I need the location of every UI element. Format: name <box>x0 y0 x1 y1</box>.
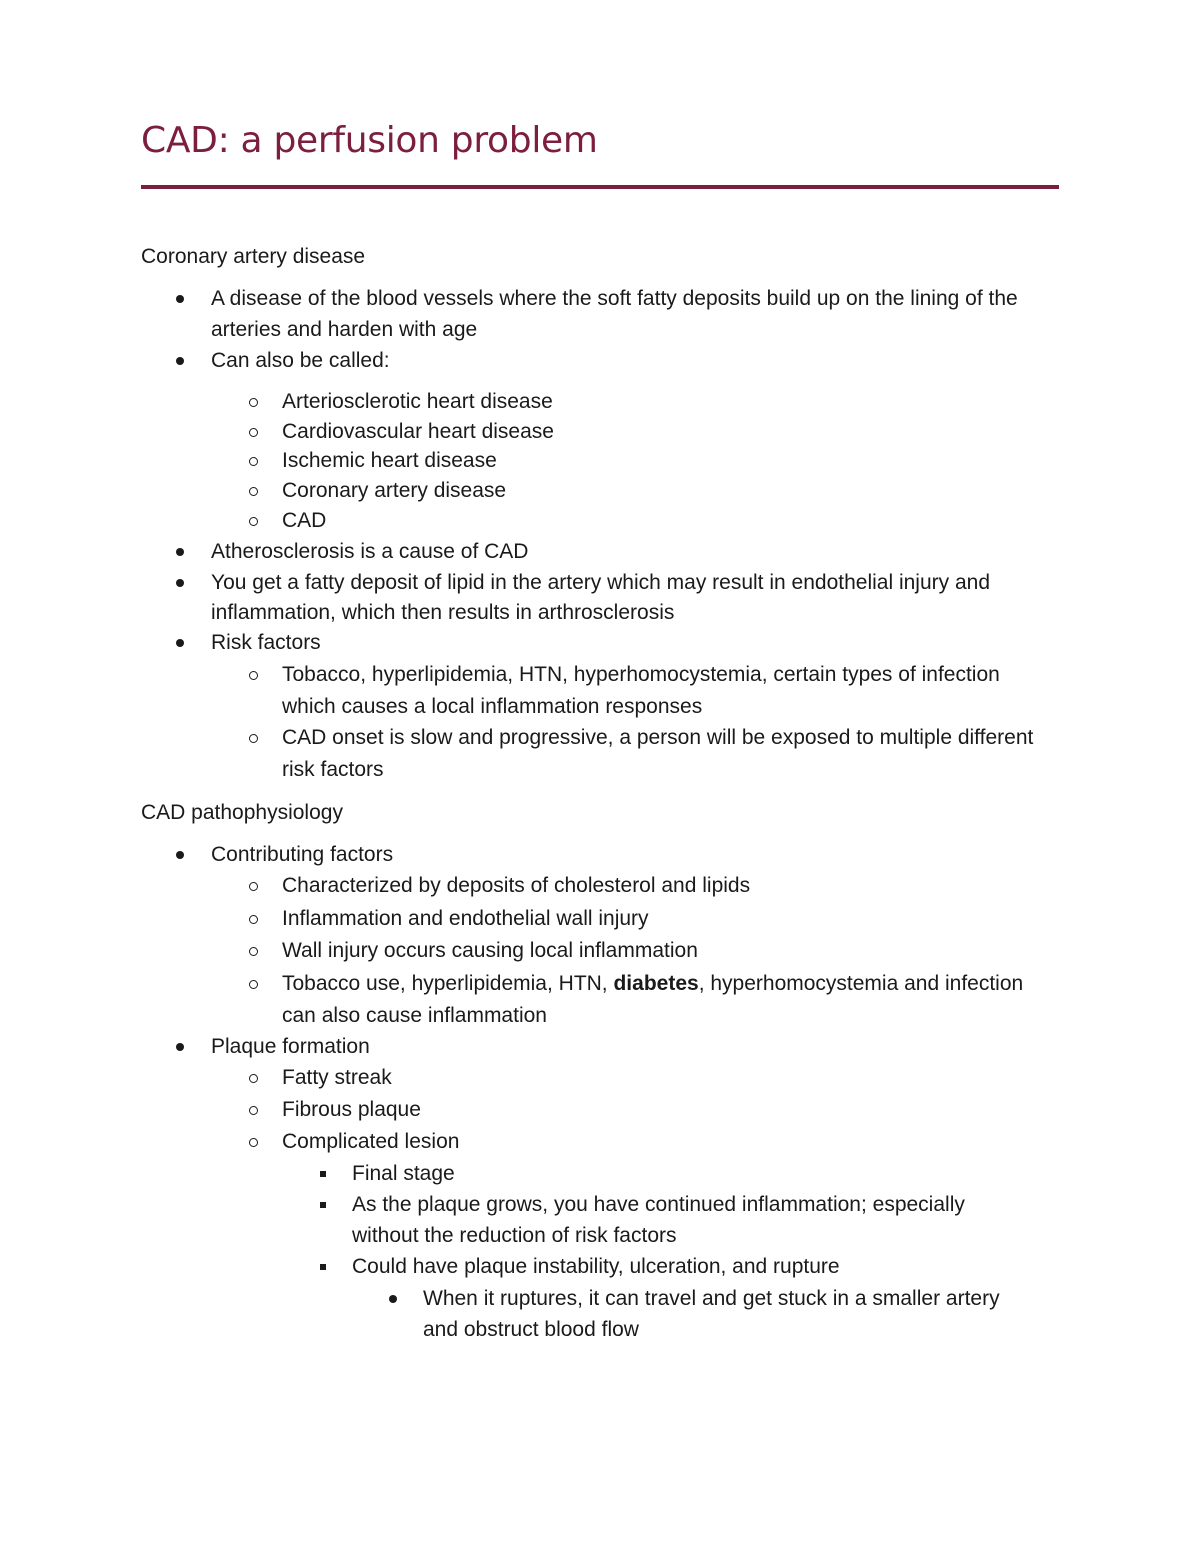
list-item-line: Fibrous plaque <box>282 1098 421 1121</box>
bullet-square-icon <box>320 1171 326 1177</box>
list-item-line: inflammation, which then results in arthrosclerosis <box>211 601 675 624</box>
title-divider <box>141 185 1059 189</box>
bullet-disc-icon <box>176 295 184 303</box>
list-item-line: You get a fatty deposit of lipid in the artery which may result in endothelial injury and <box>211 571 991 594</box>
list-item-line: Complicated lesion <box>282 1130 460 1153</box>
list-item-line: Characterized by deposits of cholesterol and lipids <box>282 874 751 897</box>
bullet-disc-icon <box>176 639 184 647</box>
list-item-line: which causes a local inflammation responses <box>282 695 703 718</box>
list-item-line: CAD onset is slow and progressive, a person will be exposed to multiple different <box>282 726 1034 749</box>
list-item-line: CAD <box>282 509 327 532</box>
bullet-circle-icon <box>249 882 258 891</box>
list-item-line: When it ruptures, it can travel and get stuck in a smaller artery <box>423 1287 1000 1310</box>
list-item-line-mixed <box>282 969 1023 999</box>
bullet-circle-icon <box>249 671 258 680</box>
list-item-line: Risk factors <box>211 631 321 654</box>
section-heading-coronary-artery-disease: Coronary artery disease <box>141 245 366 268</box>
list-item-line: Final stage <box>352 1162 455 1185</box>
bullet-circle-icon <box>249 517 258 526</box>
list-item-line: Contributing factors <box>211 843 394 866</box>
list-item-line: Cardiovascular heart disease <box>282 420 554 443</box>
list-item-line: Coronary artery disease <box>282 479 507 502</box>
list-item-line: arteries and harden with age <box>211 318 478 341</box>
bullet-circle-icon <box>249 1074 258 1083</box>
list-item-line: Atherosclerosis is a cause of CAD <box>211 540 529 563</box>
list-item-line: can also cause inflammation <box>282 1004 547 1027</box>
bullet-circle-icon <box>249 1106 258 1115</box>
bullet-circle-icon <box>249 487 258 496</box>
list-item-line: Inflammation and endothelial wall injury <box>282 907 649 930</box>
document-title: CAD: a perfusion problem <box>141 120 598 161</box>
list-item-line: Could have plaque instability, ulceration, and rupture <box>352 1255 840 1278</box>
list-item-line: Tobacco, hyperlipidemia, HTN, hyperhomocystemia, certain types of infection <box>282 663 1000 686</box>
list-item-line: A disease of the blood vessels where the soft fatty deposits build up on the lining of the <box>211 287 1018 310</box>
section-heading-cad-pathophysiology: CAD pathophysiology <box>141 801 343 824</box>
bold-term: diabetes <box>613 972 699 995</box>
bullet-disc-icon <box>176 1043 184 1051</box>
bullet-square-icon <box>320 1264 326 1270</box>
bullet-square-icon <box>320 1202 326 1208</box>
bullet-circle-icon <box>249 980 258 989</box>
list-item-line: Ischemic heart disease <box>282 449 497 472</box>
bullet-disc-icon <box>176 851 184 859</box>
bullet-disc-icon <box>176 548 184 556</box>
list-item-line: Wall injury occurs causing local inflammation <box>282 939 698 962</box>
list-item-line: As the plaque grows, you have continued inflammation; especially <box>352 1193 965 1216</box>
list-item-line: Can also be called: <box>211 349 390 372</box>
bullet-circle-icon <box>249 398 258 407</box>
bullet-disc-icon <box>176 357 184 365</box>
bullet-disc-icon <box>389 1295 397 1303</box>
text-segment: , hyperhomocystemia and infection <box>698 972 1024 995</box>
bullet-circle-icon <box>249 457 258 466</box>
bullet-circle-icon <box>249 734 258 743</box>
list-item-line: Arteriosclerotic heart disease <box>282 390 553 413</box>
bullet-circle-icon <box>249 428 258 437</box>
bullet-circle-icon <box>249 1138 258 1147</box>
list-item-line: Plaque formation <box>211 1035 370 1058</box>
list-item-line: Fatty streak <box>282 1066 392 1089</box>
list-item-line: risk factors <box>282 758 384 781</box>
text-segment: Tobacco use, hyperlipidemia, HTN, <box>282 972 614 995</box>
bullet-circle-icon <box>249 915 258 924</box>
bullet-circle-icon <box>249 947 258 956</box>
list-item-line: and obstruct blood flow <box>423 1318 639 1341</box>
list-item-line: without the reduction of risk factors <box>352 1224 677 1247</box>
bullet-disc-icon <box>176 579 184 587</box>
